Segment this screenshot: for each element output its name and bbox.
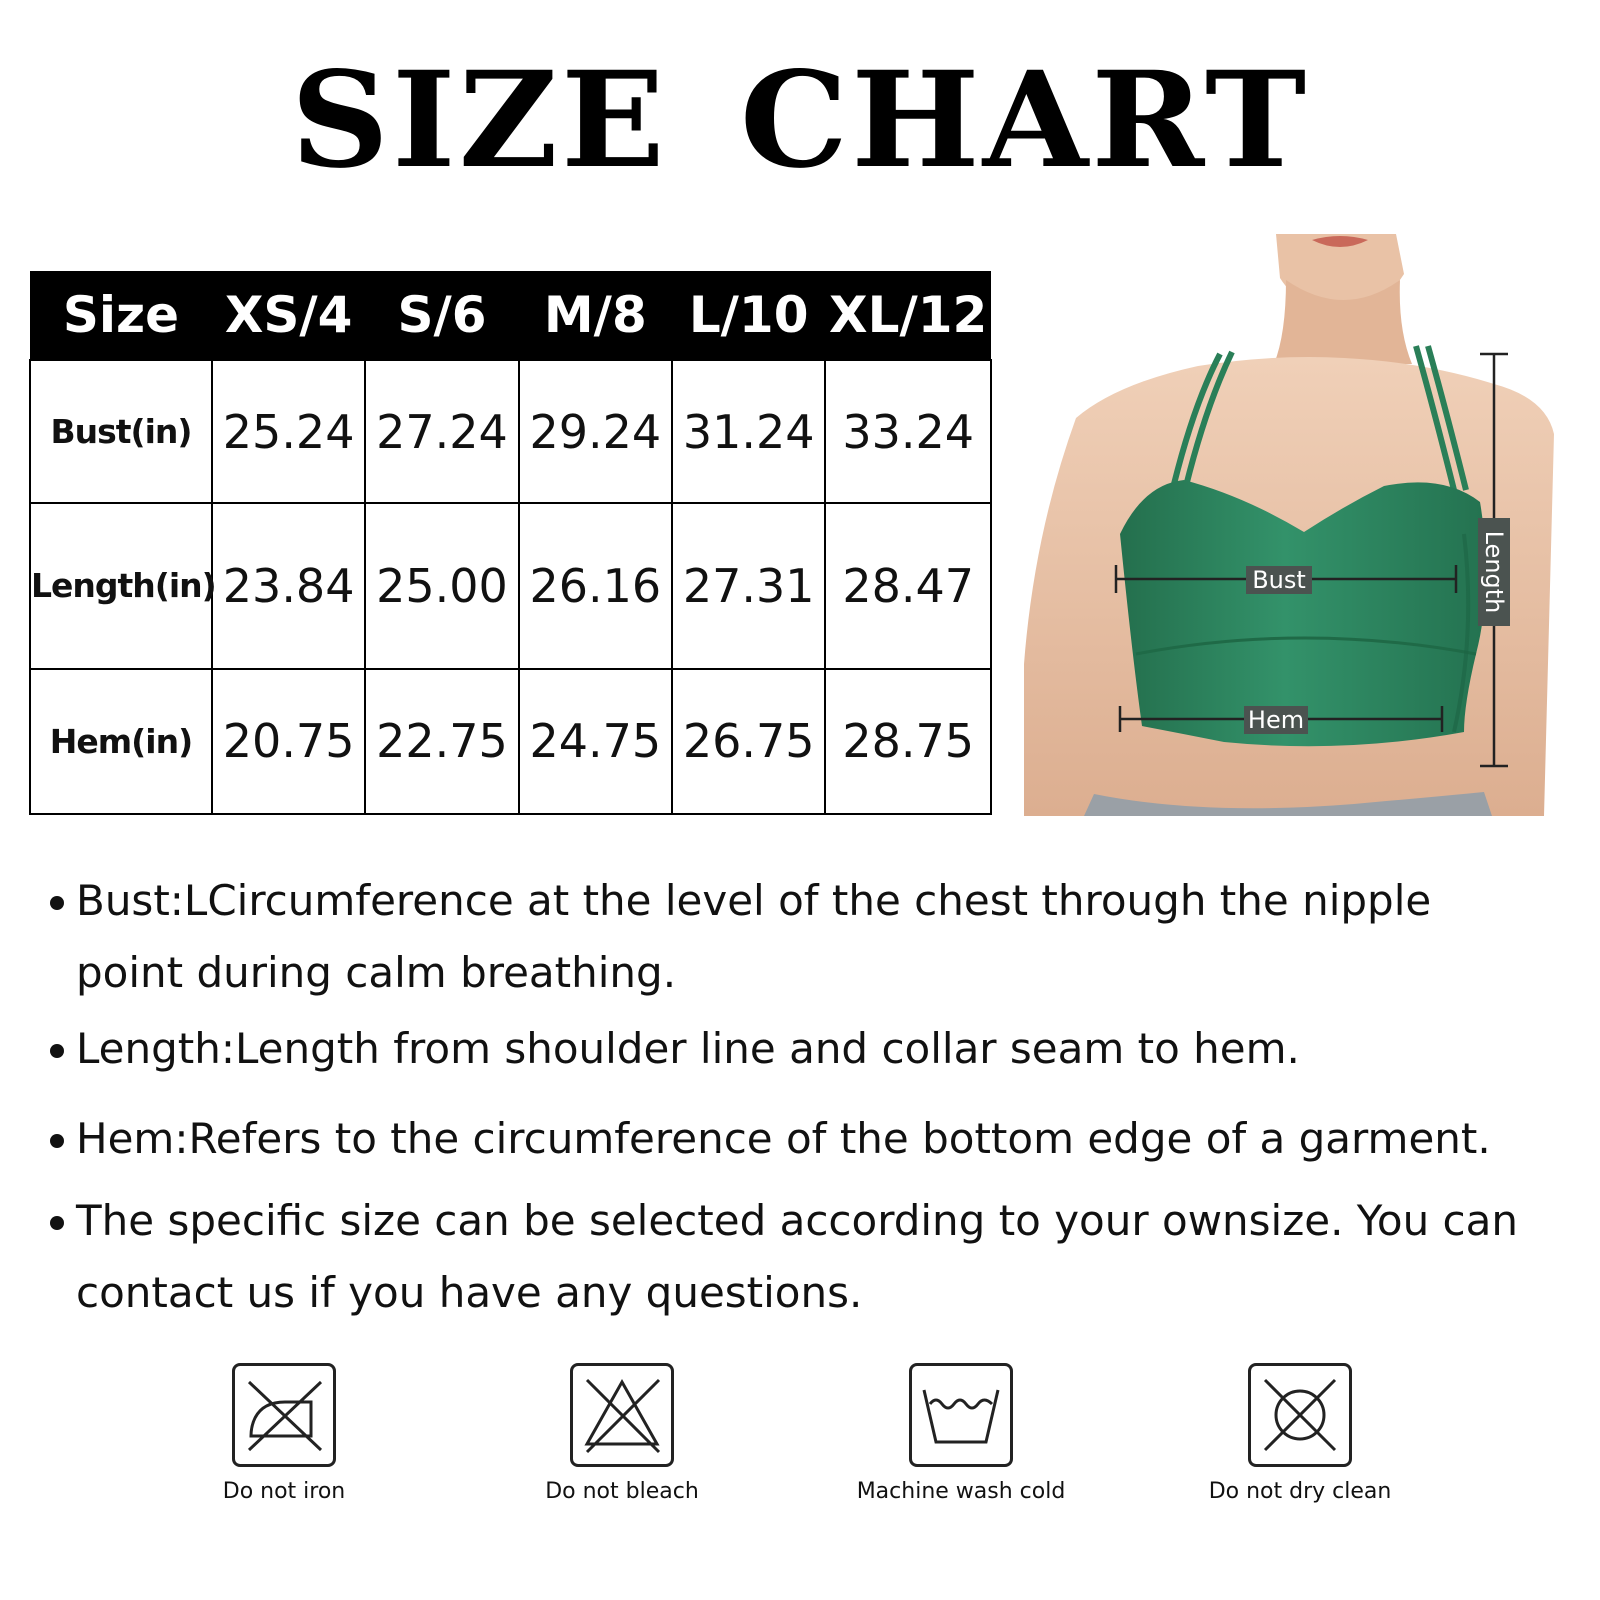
note-text: Bust:LCircumference at the level of the chest through the nipple point during calm breathing.	[76, 876, 1432, 997]
table-cell: 28.47	[825, 503, 991, 668]
note-bust	[48, 865, 1548, 1009]
product-figure	[1024, 234, 1580, 816]
header-xs: XS/4	[212, 271, 365, 360]
header-l: L/10	[672, 271, 825, 360]
note-text: Hem:Refers to the circumference of the bottom edge of a garment.	[76, 1114, 1491, 1163]
bullet-dot	[50, 1134, 64, 1148]
table-cell: 27.31	[672, 503, 825, 668]
bullet-dot	[50, 1216, 64, 1230]
care-label: Do not dry clean	[1208, 1479, 1392, 1504]
machine-wash-cold-icon	[909, 1363, 1013, 1467]
row-label: Bust(in)	[30, 360, 212, 503]
row-label: Length(in)	[30, 503, 212, 668]
do-not-dry-clean-icon	[1248, 1363, 1352, 1467]
table-row-length	[30, 503, 991, 668]
table-cell: 22.75	[365, 669, 518, 814]
care-item-iron	[174, 1363, 394, 1504]
table-row-hem	[30, 669, 991, 814]
do-not-iron-icon	[232, 1363, 336, 1467]
note-hem	[48, 1103, 1548, 1175]
table-row-bust	[30, 360, 991, 503]
header-m: M/8	[519, 271, 672, 360]
note-text: The specific size can be selected according to your ownsize. You can contact us if you have any questions.	[76, 1196, 1518, 1317]
table-cell: 20.75	[212, 669, 365, 814]
table-header-row	[30, 271, 991, 360]
header-size: Size	[30, 271, 212, 360]
table-cell: 25.24	[212, 360, 365, 503]
table-cell: 25.00	[365, 503, 518, 668]
header-s: S/6	[365, 271, 518, 360]
note-size-selection	[48, 1185, 1548, 1329]
table-cell: 27.24	[365, 360, 518, 503]
measurement-notes	[48, 865, 1548, 1329]
table-cell: 31.24	[672, 360, 825, 503]
care-item-dry-clean	[1190, 1363, 1410, 1504]
table-cell: 29.24	[519, 360, 672, 503]
hem-label: Hem	[1247, 706, 1305, 734]
title-word-size: SIZE	[290, 43, 668, 198]
care-item-wash	[851, 1363, 1071, 1504]
bust-label: Bust	[1252, 566, 1306, 594]
row-label: Hem(in)	[30, 669, 212, 814]
note-length	[48, 1013, 1548, 1085]
table-cell: 24.75	[519, 669, 672, 814]
table-cell: 33.24	[825, 360, 991, 503]
sports-bra-illustration	[1024, 234, 1580, 816]
length-label: Length	[1480, 530, 1508, 614]
title-word-chart: CHART	[739, 43, 1310, 198]
header-xl: XL/12	[825, 271, 991, 360]
page-title	[0, 43, 1600, 198]
care-label: Do not iron	[222, 1479, 346, 1504]
table-cell: 23.84	[212, 503, 365, 668]
table-cell: 26.75	[672, 669, 825, 814]
care-label: Do not bleach	[545, 1479, 699, 1504]
care-item-bleach	[512, 1363, 732, 1504]
table-cell: 28.75	[825, 669, 991, 814]
bullet-dot	[50, 896, 64, 910]
note-text: Length:Length from shoulder line and collar seam to hem.	[76, 1024, 1300, 1073]
bullet-dot	[50, 1044, 64, 1058]
care-label: Machine wash cold	[856, 1479, 1066, 1504]
do-not-bleach-icon	[570, 1363, 674, 1467]
table-cell: 26.16	[519, 503, 672, 668]
size-table	[29, 271, 992, 815]
